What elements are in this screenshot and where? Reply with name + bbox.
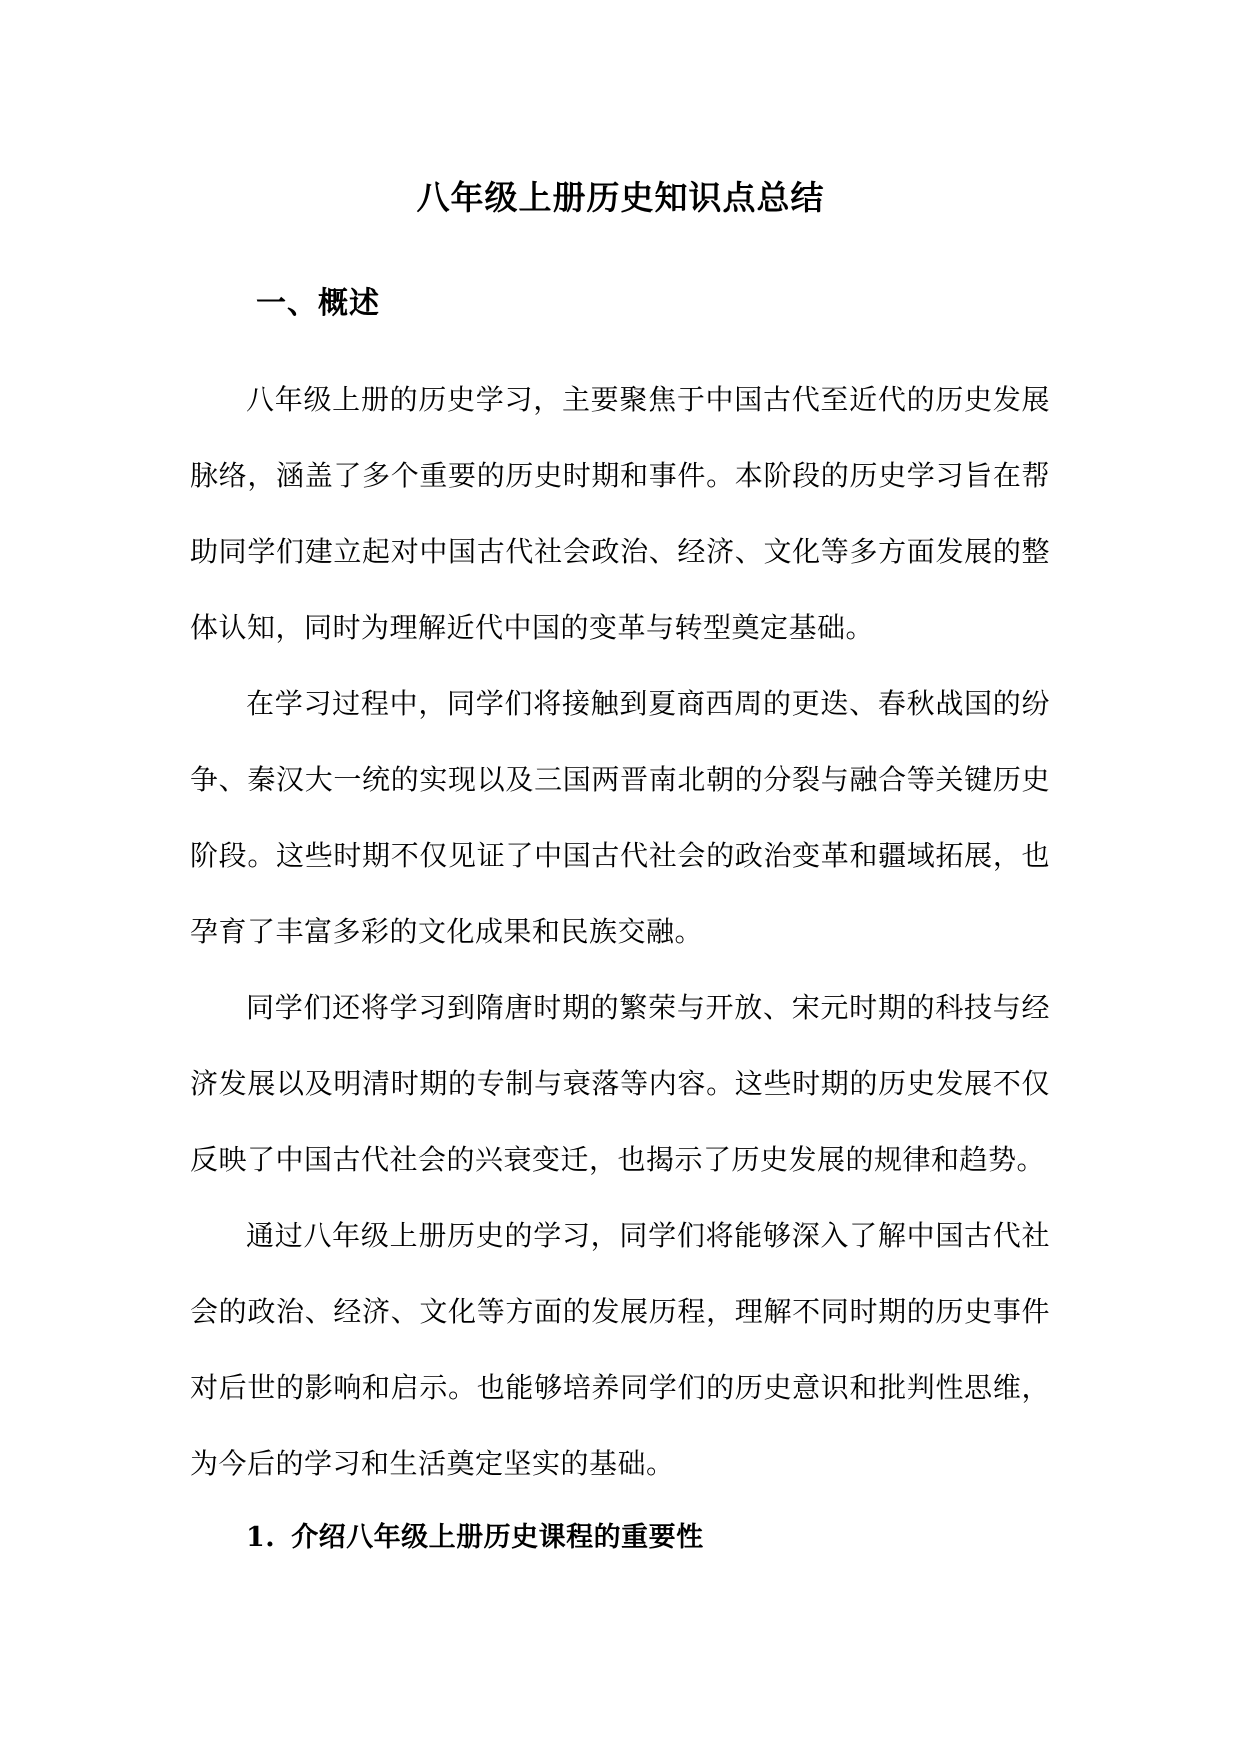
subsection-number: 1. <box>246 1522 276 1553</box>
subsection-heading <box>246 1514 704 1562</box>
section-heading: 一、概述 <box>256 286 380 321</box>
paragraph-2: 在学习过程中，同学们将接触到夏商西周的更迭、春秋战国的纷争、秦汉大一统的实现以及三国两晋南北朝的分裂与融合等关键历史阶段。这些时期不仅见证了中国古代社会的政治变革和疆域拓展，也孕育了丰富多彩的文化成果和民族交融。 <box>190 687 1050 948</box>
section-body <box>190 362 1050 1502</box>
paragraph-1: 八年级上册的历史学习，主要聚焦于中国古代至近代的历史发展脉络，涵盖了多个重要的历史时期和事件。本阶段的历史学习旨在帮助同学们建立起对中国古代社会政治、经济、文化等多方面发展的整体认知，同时为理解近代中国的变革与转型奠定基础。 <box>190 383 1050 644</box>
document-title: 八年级上册历史知识点总结 <box>416 178 825 218</box>
paragraph-3: 同学们还将学习到隋唐时期的繁荣与开放、宋元时期的科技与经济发展以及明清时期的专制与衰落等内容。这些时期的历史发展不仅反映了中国古代社会的兴衰变迁，也揭示了历史发展的规律和趋势。 <box>190 991 1050 1176</box>
subsection-title: 介绍八年级上册历史课程的重要性 <box>291 1522 704 1553</box>
paragraph-4: 通过八年级上册历史的学习，同学们将能够深入了解中国古代社会的政治、经济、文化等方面的发展历程，理解不同时期的历史事件对后世的影响和启示。也能够培养同学们的历史意识和批判性思维，为今后的学习和生活奠定坚实的基础。 <box>190 1219 1050 1480</box>
